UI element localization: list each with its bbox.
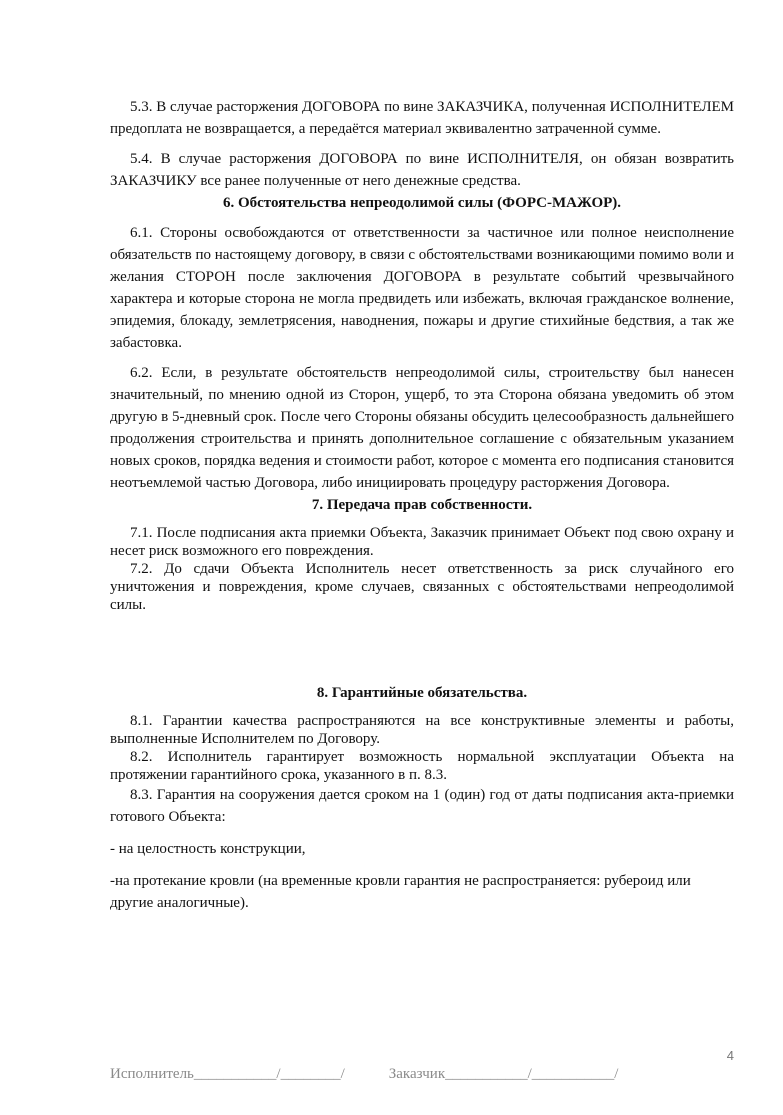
customer-signature-line: Заказчик___________/___________/ [388, 1066, 619, 1082]
document-page [110, 96, 734, 914]
executor-signature-line: Исполнитель___________/________/ [110, 1066, 345, 1082]
section-7-title: 7. Передача прав собственности. [311, 497, 533, 513]
clause-8-1: 8.1. Гарантии качества распространяются на все конструктивные элементы и работы, выполненные Исполнителем по Договору. [110, 713, 734, 747]
clause-7-1: 7.1. После подписания акта приемки Объекта, Заказчик принимает Объект под свою охрану и несет риск возможного его повреждения. [110, 525, 734, 559]
clause-5-3: 5.3. В случае расторжения ДОГОВОРА по вине ЗАКАЗЧИКА, полученная ИСПОЛНИТЕЛЕМ предоплата не возвращается, а передаётся материал эквивалентно затраченной сумме. [110, 99, 734, 137]
page-number: 4 [726, 1048, 734, 1063]
section-6-title: 6. Обстоятельства непреодолимой силы (ФОРС-МАЖОР). [222, 195, 622, 211]
clause-6-1: 6.1. Стороны освобождаются от ответственности за частичное или полное неисполнение обязательств по настоящему договору, в связи с обстоятельствами возникающими помимо воли и желания СТОРОН после заключения ДОГОВОРА в результате событий чрезвычайного характера и которые сторона не могла предвидеть или избежать, включая гражданское волнение, эпидемия, блокаду, землетрясения, наводнения, пожары и другие стихийные бедствия, а так же забастовка. [110, 225, 734, 351]
signature-footer [110, 1066, 618, 1083]
clause-8-2: 8.2. Исполнитель гарантирует возможность нормальной эксплуатации Объекта на протяжении гарантийного срока, указанного в п. 8.3. [110, 749, 734, 783]
clause-8-3: 8.3. Гарантия на сооружения дается сроком на 1 (один) год от даты подписания акта-приемки готового Объекта: [110, 787, 734, 825]
section-8-title: 8. Гарантийные обязательства. [316, 685, 528, 701]
guarantee-item-roof: -на протекание кровли (на временные кровли гарантия не распространяется: рубероид или другие аналогичные). [110, 873, 691, 911]
clause-7-2: 7.2. До сдачи Объекта Исполнитель несет ответственность за риск случайного его уничтожения и повреждения, кроме случаев, связанных с обстоятельствами непреодолимой силы. [110, 561, 734, 613]
guarantee-item-structure: - на целостность конструкции, [110, 841, 306, 857]
clause-5-4: 5.4. В случае расторжения ДОГОВОРА по вине ИСПОЛНИТЕЛЯ, он обязан возвратить ЗАКАЗЧИКУ все ранее полученные от него денежные средства. [110, 151, 734, 189]
clause-6-2: 6.2. Если, в результате обстоятельств непреодолимой силы, строительству был нанесен значительный, по мнению одной из Сторон, ущерб, то эта Сторона обязана уведомить об этом другую в 5-дневный срок. После чего Стороны обязаны обсудить целесообразность дальнейшего продолжения строительства и принять дополнительное соглашение с обязательным указанием новых сроков, порядка ведения и стоимости работ, которое с момента его подписания становится неотъемлемой частью Договора, либо инициировать процедуру расторжения Договора. [110, 365, 734, 491]
